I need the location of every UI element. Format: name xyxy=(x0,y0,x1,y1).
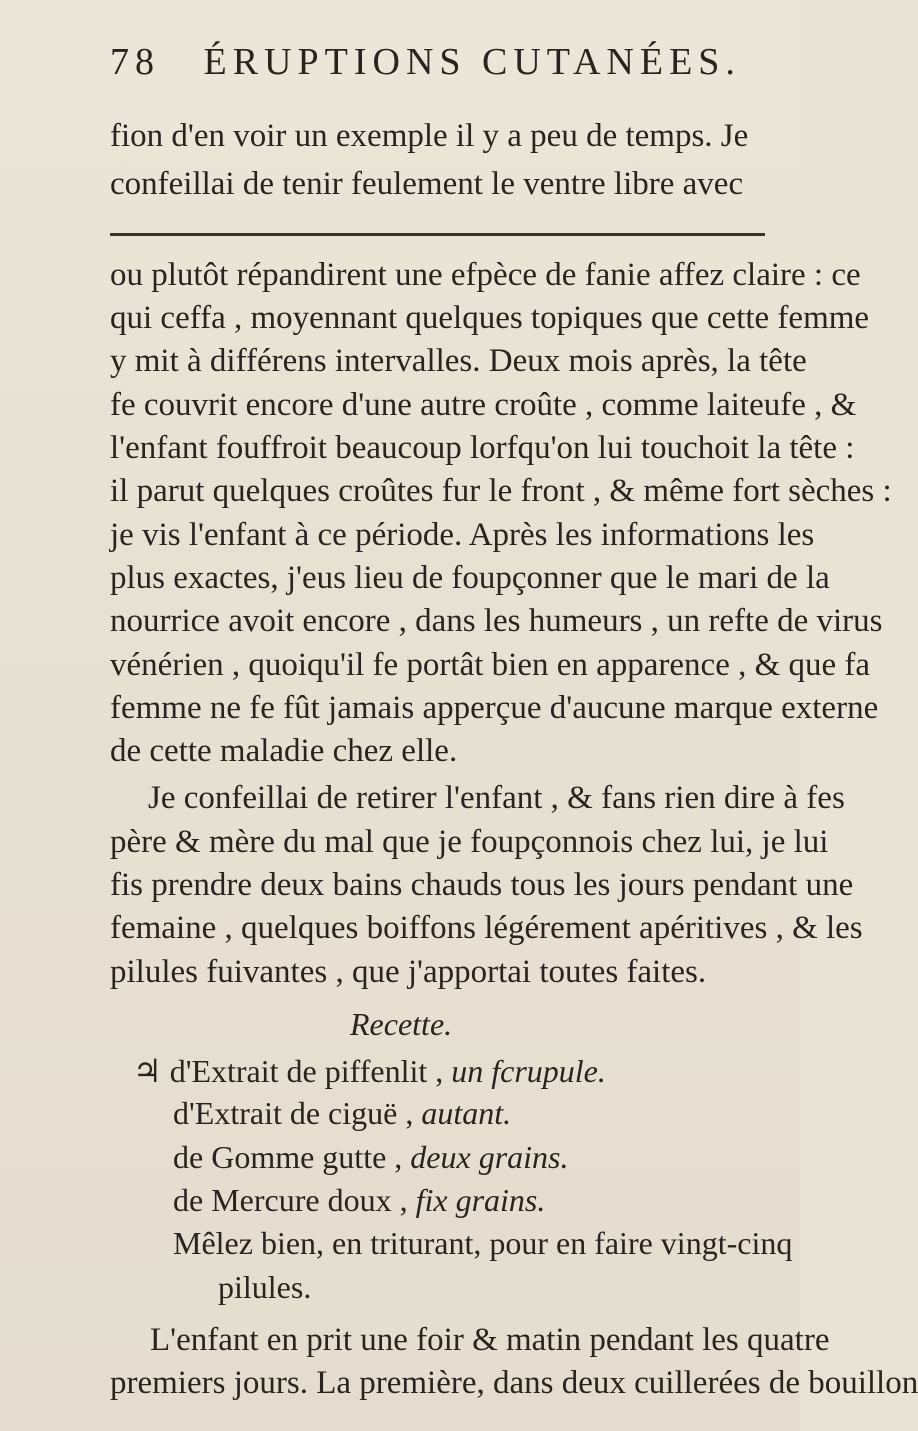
page-number: 78 xyxy=(110,41,160,83)
text-line: y mit à différens intervalles. Deux mois après, la tête xyxy=(110,343,807,380)
text-line: femaine , quelques boiffons légérement apéritives , & les xyxy=(110,910,863,947)
recipe-instruction: Mêlez bien, en triturant, pour en faire vingt-cinq xyxy=(173,1225,793,1262)
recipe-item: de Mercure doux , fix grains. xyxy=(173,1182,546,1219)
text-line: vénérien , quoiqu'il fe portât bien en apparence , & que fa xyxy=(110,646,871,683)
text-line: de cette maladie chez elle. xyxy=(110,733,458,770)
recipe-item: de Gomme gutte , deux grains. xyxy=(173,1138,569,1175)
text-line: L'enfant en prit une foir & matin pendant les quatre xyxy=(150,1321,830,1358)
text-line: fion d'en voir un exemple il y a peu de temps. Je xyxy=(110,118,749,154)
text-line: nourrice avoit encore , dans les humeurs , un refte de virus xyxy=(110,603,883,640)
text-line: il parut quelques croûtes fur le front , & même fort sèches : xyxy=(110,473,892,510)
text-line: fe couvrit encore d'une autre croûte , comme laiteufe , & xyxy=(110,386,857,423)
recipe-instruction: pilules. xyxy=(218,1268,312,1305)
text-line: Je confeillai de retirer l'enfant , & fans rien dire à fes xyxy=(148,780,845,817)
running-title: ÉRUPTIONS CUTANÉES. xyxy=(203,41,741,83)
text-line: femme ne fe fût jamais apperçue d'aucune marque externe xyxy=(110,689,879,726)
text-line: plus exactes, j'eus lieu de foupçonner que le mari de la xyxy=(110,559,830,596)
text-line: je vis l'enfant à ce période. Après les informations les xyxy=(110,516,815,553)
text-line: confeillai de tenir feulement le ventre libre avec xyxy=(110,166,744,203)
text-line: fis prendre deux bains chauds tous les jours pendant une xyxy=(110,867,854,904)
section-divider xyxy=(110,233,765,236)
text-line: premiers jours. La première, dans deux cuillerées de bouillon xyxy=(110,1365,918,1401)
text-line: l'enfant fouffroit beaucoup lorfqu'on lui touchoit la tête : xyxy=(110,429,855,466)
recipe-item: ♃ d'Extrait de piffenlit , un fcrupule. xyxy=(133,1053,606,1090)
recipe-item: d'Extrait de ciguë , autant. xyxy=(173,1095,512,1132)
recipe-title: Recette. xyxy=(350,1005,453,1042)
page-header xyxy=(110,40,741,84)
text-line: ou plutôt répandirent une efpèce de fanie affez claire : ce xyxy=(110,256,861,293)
text-line: qui ceffa , moyennant quelques topiques que cette femme xyxy=(110,299,870,336)
text-line: père & mère du mal que je foupçonnois chez lui, je lui xyxy=(110,823,829,860)
text-line: pilules fuivantes , que j'apportai toutes faites. xyxy=(110,953,707,990)
